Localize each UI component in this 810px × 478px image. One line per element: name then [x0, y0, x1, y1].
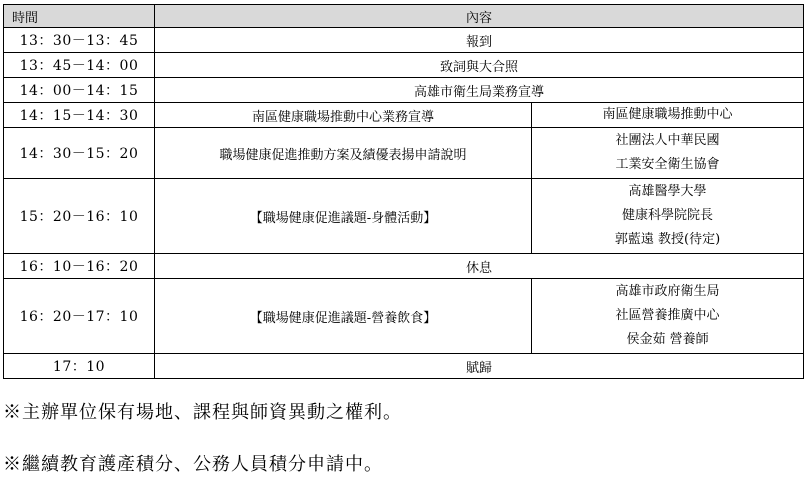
time-cell: 13：45－14：00 — [4, 53, 155, 78]
header-content: 內容 — [155, 5, 804, 28]
schedule-table — [3, 4, 804, 379]
table-row — [4, 279, 804, 354]
table-row — [4, 28, 804, 53]
time-cell: 14：15－14：30 — [4, 103, 155, 128]
content-cell: 致詞與大合照 — [155, 53, 804, 78]
content-cell: 報到 — [155, 28, 804, 53]
table-row — [4, 354, 804, 379]
table-row — [4, 128, 804, 179]
topic-cell: 【職場健康促進議題-營養飲食】 — [155, 279, 532, 354]
table-row — [4, 78, 804, 103]
header-time: 時間 — [4, 5, 155, 28]
speaker-line: 高雄市政府衛生局 — [615, 284, 720, 299]
table-row — [4, 179, 804, 254]
topic-cell: 南區健康職場推動中心業務宣導 — [155, 103, 532, 128]
speaker-line: 社區營養推廣中心 — [615, 308, 720, 323]
speaker-line: 健康科學院院長 — [622, 208, 714, 223]
time-cell: 16：10－16：20 — [4, 254, 155, 279]
speaker-line: 南區健康職場推動中心 — [602, 107, 733, 122]
speaker-cell — [532, 103, 804, 128]
time-cell: 14：30－15：20 — [4, 128, 155, 179]
content-cell: 高雄市衛生局業務宣導 — [155, 78, 804, 103]
speaker-line: 高雄醫學大學 — [628, 184, 707, 199]
time-cell: 16：20－17：10 — [4, 279, 155, 354]
note-venue-rights: ※主辦單位保有場地、課程與師資異動之權利。 — [3, 402, 402, 423]
content-cell: 休息 — [155, 254, 804, 279]
speaker-line: 工業安全衛生協會 — [615, 157, 720, 172]
topic-cell: 【職場健康促進議題-身體活動】 — [155, 179, 532, 254]
table-row — [4, 53, 804, 78]
speaker-cell — [532, 179, 804, 254]
time-cell: 15：20－16：10 — [4, 179, 155, 254]
note-credits: ※繼續教育護產積分、公務人員積分申請中。 — [3, 454, 383, 475]
speaker-cell — [532, 128, 804, 179]
time-cell: 13：30－13：45 — [4, 28, 155, 53]
header-row — [4, 5, 804, 28]
table-row — [4, 254, 804, 279]
table-row — [4, 103, 804, 128]
speaker-line: 社團法人中華民國 — [615, 133, 720, 148]
time-cell: 14：00－14：15 — [4, 78, 155, 103]
topic-cell: 職場健康促進推動方案及績優表揚申請說明 — [155, 128, 532, 179]
speaker-line: 郭藍遠 教授(待定) — [614, 232, 721, 247]
speaker-cell — [532, 279, 804, 354]
time-cell: 17：10 — [4, 354, 155, 379]
speaker-line: 侯金茹 營養師 — [626, 332, 709, 347]
content-cell: 賦歸 — [155, 354, 804, 379]
